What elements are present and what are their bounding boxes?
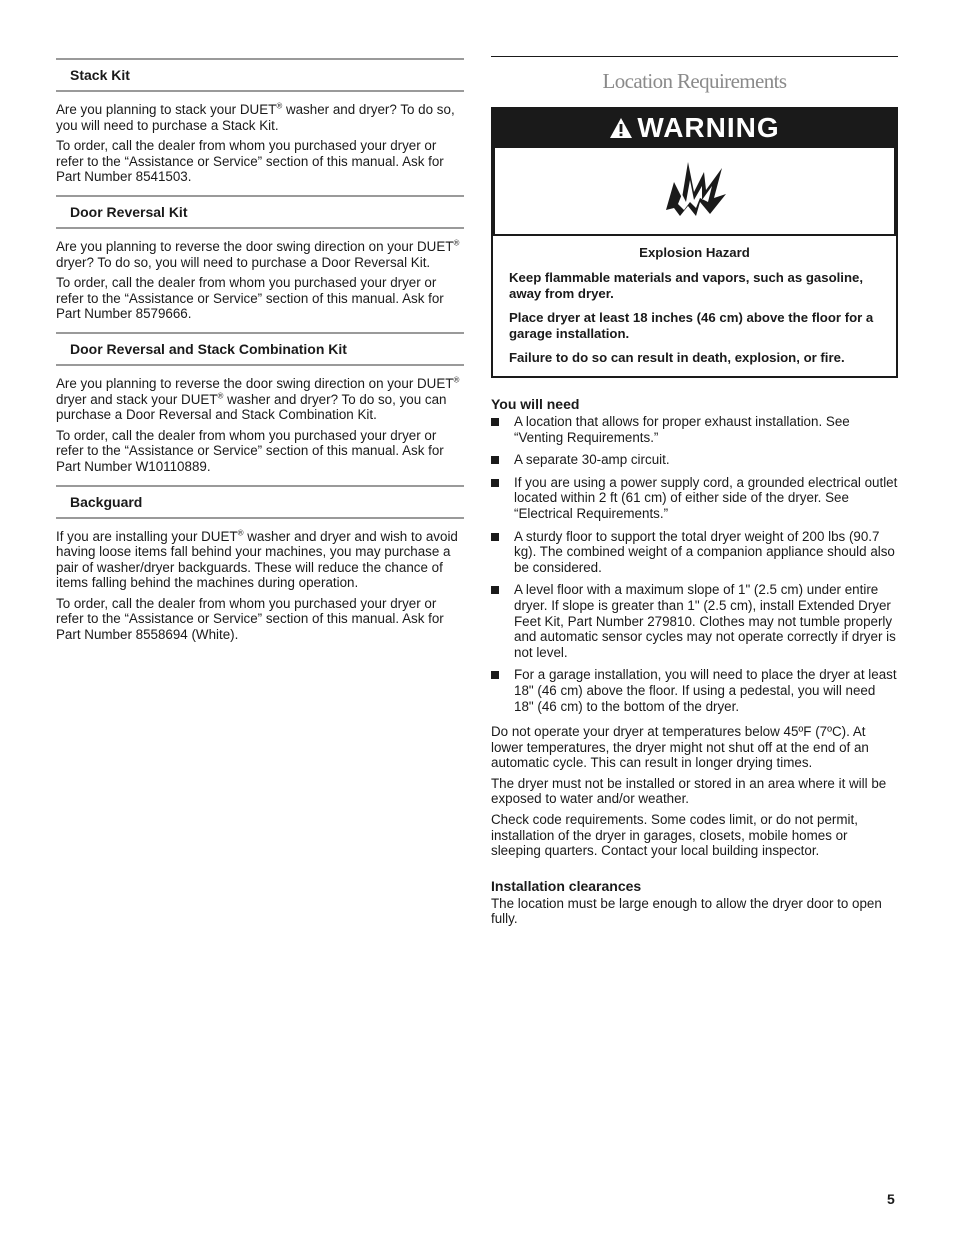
clearances-heading: Installation clearances — [491, 877, 642, 894]
section-heading: Door Reversal and Stack Combination Kit — [56, 332, 464, 366]
bullet-square-icon — [491, 533, 499, 541]
left-column — [56, 58, 464, 653]
explosion-icon — [660, 158, 730, 224]
temperature-paragraph: Do not operate your dryer at temperatures below 45ºF (7ºC). At lower temperatures, the dryer might not shut off at the end of an automatic cycle. This can result in longer drying times. — [491, 724, 869, 771]
bullet-square-icon — [491, 479, 499, 487]
section-order-info: To order, call the dealer from whom you purchased your dryer or refer to the “Assistance or Service” section of this manual. Ask for Part Number 8541503. — [56, 138, 444, 185]
warning-line: Failure to do so can result in death, explosion, or fire. — [509, 349, 845, 365]
warning-line: Keep flammable materials and vapors, such as gasoline, away from dryer. — [509, 269, 864, 301]
bullet-square-icon — [491, 586, 499, 594]
exposure-paragraph: The dryer must not be installed or stored in an area where it will be exposed to water and/or weather. — [491, 775, 887, 807]
door-reversal-kit-section — [56, 195, 464, 322]
warning-header — [493, 109, 896, 146]
clearances-text: The location must be large enough to allow the dryer door to open fully. — [491, 895, 882, 927]
section-heading: Backguard — [56, 485, 464, 519]
section-order-info: To order, call the dealer from whom you purchased your dryer or refer to the “Assistance or Service” section of this manual. Ask for Part Number 8579666. — [56, 275, 444, 322]
requirements-list — [491, 414, 898, 714]
section-heading: Stack Kit — [56, 58, 464, 92]
section-heading: Door Reversal Kit — [56, 195, 464, 229]
bullet-square-icon — [491, 418, 499, 426]
section-intro: If you are installing your DUET® washer and dryer and wish to avoid having loose items fall behind your machines, you may purchase a pair of washer/dryer backguards. These will reduce the chance of items falling behind the machines during operation. — [56, 528, 458, 591]
explosion-pictogram — [493, 146, 896, 236]
list-item: A separate 30-amp circuit. — [491, 452, 898, 468]
page-title: Location Requirements — [602, 69, 787, 93]
code-paragraph: Check code requirements. Some codes limit, or do not permit, installation of the dryer in garages, closets, mobile homes or sleeping quarters. Contact your local building inspector. — [491, 812, 858, 859]
list-item: If you are using a power supply cord, a grounded electrical outlet located within 2 ft (61 cm) of either side of the dryer. See “Electrical Requirements.” — [491, 475, 898, 522]
bullet-square-icon — [491, 671, 499, 679]
top-rule — [491, 56, 898, 57]
section-intro: Are you planning to stack your DUET® washer and dryer? To do so, you will need to purchase a Stack Kit. — [56, 101, 455, 133]
list-item: For a garage installation, you will need to place the dryer at least 18" (46 cm) above the floor. If using a pedestal, you will need 18" (46 cm) to the bottom of the dryer. — [491, 667, 898, 714]
warning-box — [491, 107, 898, 378]
warning-triangle-icon — [609, 117, 633, 139]
bullet-square-icon — [491, 456, 499, 464]
page-number: 5 — [887, 1191, 895, 1207]
warning-label: WARNING — [637, 111, 780, 143]
list-item: A sturdy floor to support the total dryer weight of 200 lbs (90.7 kg). The combined weight of a companion appliance should also be considered. — [491, 529, 898, 576]
backguard-section — [56, 485, 464, 643]
you-will-need-heading: You will need — [491, 396, 580, 412]
right-column — [491, 56, 898, 932]
section-intro: Are you planning to reverse the door swing direction on your DUET® dryer and stack your DUET® washer and dryer? To do so, you can purchase a Door Reversal and Stack Combination Kit. — [56, 375, 460, 423]
list-item: A location that allows for proper exhaust installation. See “Venting Requirements.” — [491, 414, 898, 445]
section-order-info: To order, call the dealer from whom you purchased your dryer or refer to the “Assistance or Service” section of this manual. Ask for Part Number W10110889. — [56, 427, 444, 474]
hazard-title: Explosion Hazard — [639, 245, 750, 260]
section-order-info: To order, call the dealer from whom you purchased your dryer or refer to the “Assistance or Service” section of this manual. Ask for Part Number 8558694 (White). — [56, 595, 444, 643]
list-item: A level floor with a maximum slope of 1" (2.5 cm) under entire dryer. If slope is greater than 1" (2.5 cm), install Extended Dryer Feet Kit, Part Number 279810. Clothes may not tumble properly and automatic sensor cycles may not operate correctly if dryer is not level. — [491, 582, 898, 660]
warning-body — [493, 236, 896, 376]
warning-line: Place dryer at least 18 inches (46 cm) above the floor for a garage installation. — [509, 309, 874, 341]
combination-kit-section — [56, 332, 464, 475]
stack-kit-section — [56, 58, 464, 185]
section-intro: Are you planning to reverse the door swing direction on your DUET® dryer? To do so, you will need to purchase a Door Reversal Kit. — [56, 238, 460, 270]
